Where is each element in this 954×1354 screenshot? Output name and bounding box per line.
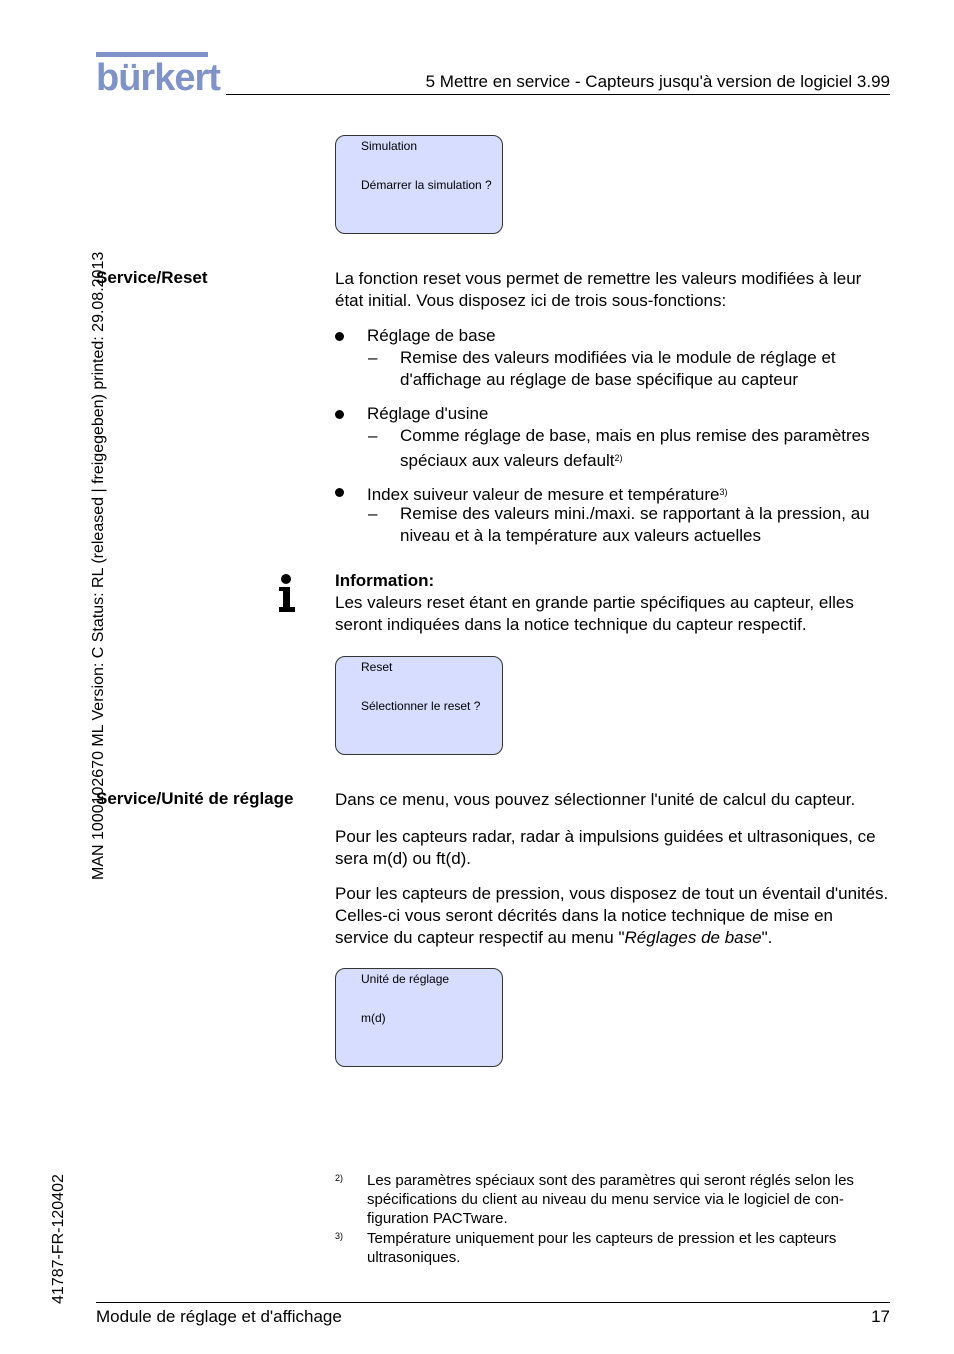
display-line-1: Reset xyxy=(361,660,393,674)
list-item-detail-wrap xyxy=(400,425,891,472)
footnote-ref: 3) xyxy=(719,487,728,497)
document-status-text: MAN 1000102670 ML Version: C Status: RL (released | freigegeben) printed: 29.08.2013 xyxy=(90,251,107,880)
document-code: 41787-FR-120402 xyxy=(50,1174,67,1304)
bullet-icon xyxy=(335,488,344,497)
list-item-label: Réglage d'usine xyxy=(367,404,489,423)
chapter-title: 5 Mettre en service - Capteurs jusqu'à version de logiciel 3.99 xyxy=(425,72,890,91)
footnote-ref: 2) xyxy=(614,453,623,463)
info-title: Information: xyxy=(335,571,435,590)
unit-paragraph-3-end: ". xyxy=(761,928,773,947)
list-item-detail-text: Remise des valeurs mini./maxi. se rapportant à la pression, au niveau et à la température aux valeurs actuelles xyxy=(400,504,870,545)
display-unit xyxy=(335,968,503,1067)
list-item-detail-text: Comme réglage de base, mais en plus remise des paramètres spéciaux aux valeurs default xyxy=(400,426,870,470)
footnote-text: Température uniquement pour les capteurs de pression et les capteurs ultrasoniques. xyxy=(367,1230,837,1266)
logo-text: bürkert xyxy=(96,57,220,99)
logo-bar xyxy=(96,52,208,57)
unit-paragraph-3-start: Pour les capteurs de pression, vous disposez de tout un éventail d'unités. Celles-ci vous seront décrités dans la notice technique de mise en service du capteur respectif au menu " xyxy=(335,884,889,947)
display-line-1: Simulation xyxy=(361,139,418,153)
burkert-logo xyxy=(96,58,220,98)
unit-paragraph-2: Pour les capteurs radar, radar à impulsions guidées et ultrasoniques, ce sera m(d) ou ft(d). xyxy=(335,827,876,868)
section-heading-unit: Service/Unité de réglage xyxy=(96,789,294,808)
display-line-2: Sélectionner le reset ? xyxy=(361,699,481,713)
dash-mark: – xyxy=(368,426,378,445)
footnote-number: 2) xyxy=(335,1173,344,1183)
display-line-2: m(d) xyxy=(361,1011,386,1025)
unit-paragraph-1: Dans ce menu, vous pouvez sélectionner l'unité de calcul du capteur. xyxy=(335,790,856,809)
footnote-number: 3) xyxy=(335,1231,344,1241)
display-line-1: Unité de réglage xyxy=(361,972,450,986)
footnote-text: Les paramètres spéciaux sont des paramètres qui seront réglés selon les spécifications du client au niveau du menu service via le logiciel de con-figuration PACTware. xyxy=(367,1172,854,1227)
unit-description xyxy=(335,789,891,949)
bullet-icon xyxy=(335,410,344,419)
display-simulation xyxy=(335,135,503,234)
section-heading-reset: Service/Reset xyxy=(96,268,208,287)
list-item-detail-text: Remise des valeurs modifiées via le module de réglage et d'affichage au réglage de base spécifique au capteur xyxy=(400,348,836,389)
reset-intro-text: La fonction reset vous permet de remettre les valeurs modifiées à leur état initial. Vous disposez ici de trois sous-fonctions: xyxy=(335,269,862,310)
info-text: Les valeurs reset étant en grande partie spécifiques au capteur, elles seront indiquées dans la notice technique du capteur respectif. xyxy=(335,593,854,634)
menu-reference: Réglages de base xyxy=(624,928,762,947)
unit-paragraph-3 xyxy=(335,883,891,949)
display-line-2: Démarrer la simulation ? xyxy=(361,178,492,192)
display-reset xyxy=(335,656,503,755)
reset-intro xyxy=(335,268,891,312)
footer-title: Module de réglage et d'affichage xyxy=(96,1307,342,1326)
info-icon xyxy=(278,574,296,614)
page-number: 17 xyxy=(871,1307,890,1326)
footer-divider xyxy=(96,1302,890,1303)
bullet-icon xyxy=(335,332,344,341)
information-note xyxy=(335,570,891,636)
dash-mark: – xyxy=(368,348,378,367)
list-item-label: Index suiveur valeur de mesure et température xyxy=(367,485,720,504)
header-divider xyxy=(226,94,890,95)
list-item-label: Réglage de base xyxy=(367,326,496,345)
dash-mark: – xyxy=(368,504,378,523)
